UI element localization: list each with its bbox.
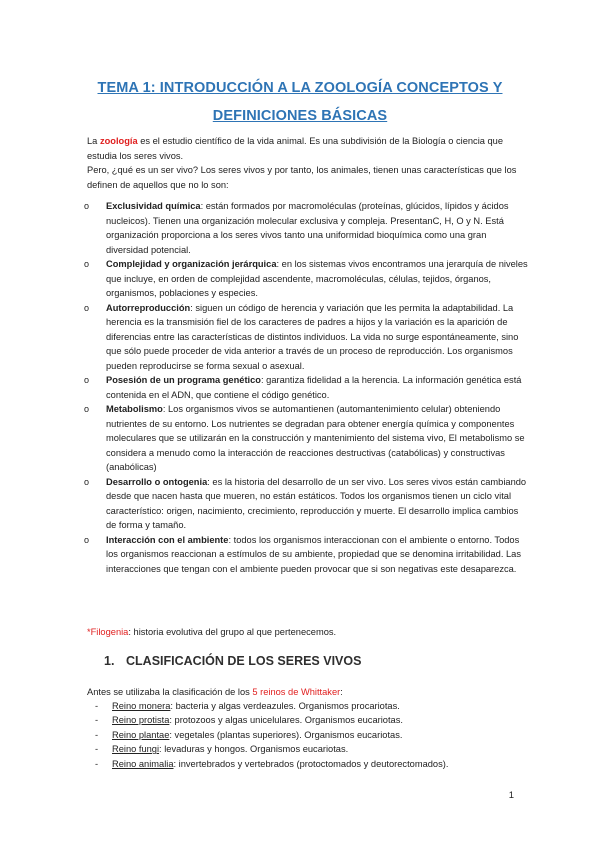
kingdom-name: Reino plantae (112, 729, 170, 740)
document-title-line-1: TEMA 1: INTRODUCCIÓN A LA ZOOLOGÍA CONCEPTOS Y (97, 80, 503, 96)
filogenia-term: *Filogenia (87, 627, 129, 637)
filogenia-note (87, 625, 336, 639)
kingdom-name: Reino fungi (112, 744, 160, 755)
bullet-icon: o (84, 375, 90, 385)
whittaker-intro (87, 685, 343, 699)
kingdom-item (95, 757, 535, 771)
kingdom-item (95, 713, 535, 727)
characteristic-term: Complejidad y organización jerárquica (106, 259, 277, 269)
kingdom-name: Reino animalia (112, 758, 174, 769)
kingdom-item (95, 728, 535, 742)
characteristic-item (84, 475, 529, 533)
characteristic-text: : en los sistemas vivos encontramos una jerarquía de niveles que incluye, en orden de complejidad ascendente, macromoléculas, células, tejidos, órganos, organismos, poblaciones y especies. (106, 259, 528, 298)
intro-paragraph-2: Pero, ¿qué es un ser vivo? Los seres vivos y por tanto, los animales, tienen unas características que los definen de aquellos que no lo son: (87, 165, 517, 190)
bullet-icon: o (84, 534, 90, 545)
intro-paragraph-1 (87, 134, 527, 163)
characteristics-list (84, 199, 529, 576)
dash-bullet-icon: - (95, 744, 99, 755)
characteristic-item (84, 301, 529, 374)
dash-bullet-icon: - (95, 701, 99, 711)
characteristic-text: : siguen un código de herencia y variación que les permita la adaptabilidad. La herencia es la transmisión fiel de los caracteres de padres a hijos y la variación es la aparición de diferencias entre las características de distintos individuos. La vida no surge espontáneamente, sino que sólo puede proceder de vida anterior a través de un proceso de reproducción. Los organismos pueden reproducirse se forma sexual o asexual. (106, 302, 519, 371)
intro-p1-pre: La (87, 136, 100, 146)
characteristic-text: : es la historia del desarrollo de un ser vivo. Los seres vivos están cambiando desde que nacen hasta que mueren, no están estáticos. Todos los organismos tienen un ciclo vital característico: origen, nacimiento, crecimiento, reproducción y muerte. El desarrollo implica cambios de forma y tamaño. (106, 476, 527, 530)
kingdom-description: : invertebrados y vertebrados (protoctomados y deutorectomados). (173, 758, 449, 769)
section-number: 1. (104, 654, 115, 668)
characteristic-item (84, 402, 529, 475)
bullet-icon: o (84, 259, 90, 269)
intro-p1-post: es el estudio científico de la vida animal. Es una subdivisión de la Biología o ciencia que estudia los seres vivos. (87, 136, 504, 161)
whittaker-highlight: 5 reinos de Whittaker (252, 687, 341, 697)
bullet-icon: o (84, 476, 90, 487)
kingdom-description: : bacteria y algas verdeazules. Organismos procariotas. (170, 701, 400, 711)
characteristic-term: Interacción con el ambiente (106, 534, 229, 545)
section-title: CLASIFICACIÓN DE LOS SERES VIVOS (126, 654, 362, 668)
characteristic-text: : todos los organismos interaccionan con el ambiente o entorno. Todos los organismos reaccionan a estímulos de su ambiente, propiedad que se denomina irritabilidad. Las interacciones que tengan con el ambiente pueden provocar que si son negativas este desaparezca. (106, 534, 521, 574)
characteristic-item (84, 199, 529, 257)
kingdom-description: : protozoos y algas unicelulares. Organismos eucariotas. (169, 715, 403, 726)
kingdom-name: Reino protista (112, 715, 170, 726)
whittaker-intro-post: : (340, 687, 343, 697)
whittaker-intro-pre: Antes se utilizaba la clasificación de los (87, 687, 253, 697)
intro-paragraphs (87, 134, 527, 192)
kingdom-description: : vegetales (plantas superiores). Organismos eucariotas. (169, 729, 403, 740)
characteristic-item (84, 373, 529, 402)
characteristic-text: : Los organismos vivos se automantienen (automantenimiento celular) obteniendo nutrientes de su entorno. Los nutrientes se degradan para obtener energía química y componentes moleculares que se utilizarán en la construcción y mantenimiento del sistema vivo, El metabolismo se considera a menudo como la interacción de reacciones destructivas (catabólicas) y constructivas (anabólicas) (106, 404, 525, 472)
page-number: 1 (508, 790, 514, 801)
bullet-icon: o (84, 404, 90, 414)
kingdoms-list (95, 699, 535, 771)
zoologia-term: zoología (99, 136, 138, 146)
characteristic-term: Posesión de un programa genético (106, 375, 261, 385)
dash-bullet-icon: - (95, 715, 99, 726)
characteristic-term: Metabolismo (106, 404, 163, 414)
characteristic-text: : están formados por macromoléculas (proteínas, glúcidos, lípidos y ácidos nucleicos). Tienen una organización molecular exclusiva y compleja. PresentanC, H, O y N. Está organización proporciona a los seres vivos tanto una uniformidad bioquímica como una gran diversidad potencial. (106, 201, 509, 255)
kingdom-description: : levaduras y hongos. Organismos eucariotas. (159, 744, 349, 755)
characteristic-term: Desarrollo o ontogenia (106, 476, 208, 487)
kingdom-name: Reino monera (112, 701, 171, 711)
characteristic-text: : garantiza fidelidad a la herencia. La información genética está contenida en el ADN, que contiene el código genético. (106, 375, 522, 400)
dash-bullet-icon: - (95, 729, 99, 740)
characteristic-term: Autorreproducción (106, 302, 191, 313)
kingdom-item (95, 699, 535, 713)
kingdom-item (95, 742, 535, 756)
characteristic-item (84, 257, 529, 301)
characteristic-item (84, 533, 529, 577)
section-heading (104, 654, 361, 668)
dash-bullet-icon: - (95, 758, 99, 769)
bullet-icon: o (84, 201, 90, 211)
characteristic-term: Exclusividad química (106, 201, 201, 211)
filogenia-text: : historia evolutiva del grupo al que pertenecemos. (128, 627, 337, 637)
bullet-icon: o (84, 302, 90, 313)
document-title-line-2: DEFINICIONES BÁSICAS (212, 108, 388, 124)
